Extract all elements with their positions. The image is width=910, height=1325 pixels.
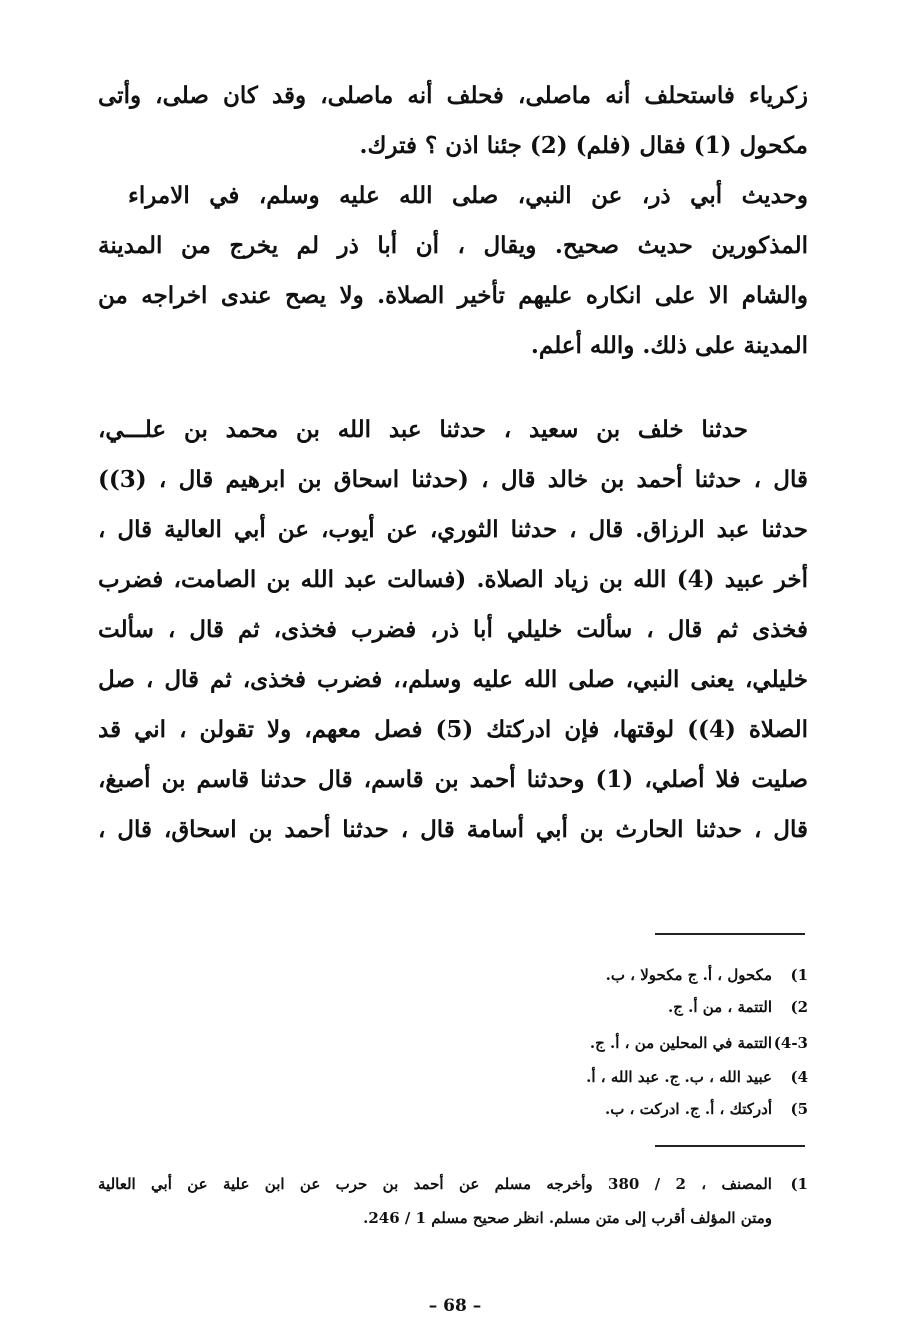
source-note-line — [98, 1171, 808, 1197]
footnote-separator — [655, 1145, 805, 1147]
variant-note — [428, 1064, 808, 1090]
body-line: قال ، حدثنا أحمد بن خالد قال ، (حدثنا اسحاق بن ابرهيم قال ، (3)) — [98, 466, 808, 493]
body-line: المذكورين حديث صحيح. ويقال ، أن أبا ذر لم يخرج من المدينة — [98, 232, 808, 259]
note-number: 2) — [790, 998, 808, 1016]
body-line: حدثنا عبد الرزاق. قال ، حدثنا الثوري، عن أيوب، عن أبي العالية قال ، — [98, 516, 808, 543]
variant-note — [428, 1030, 808, 1056]
body-line: صليت فلا أصلي، (1) وحدثنا أحمد بن قاسم، قال حدثنا قاسم بن أصبغ، — [98, 766, 808, 793]
body-line: الصلاة (4)) لوقتها، فإن ادركتك (5) فصل معهم، ولا تقولن ، اني قد — [98, 716, 808, 743]
note-number: 5) — [790, 1100, 808, 1118]
body-line: وحديث أبي ذر، عن النبي، صلى الله عليه وسلم، في الامراء — [128, 182, 808, 209]
body-line: قال ، حدثنا الحارث بن أبي أسامة قال ، حدثنا أحمد بن اسحاق، قال ، — [98, 816, 808, 843]
note-text: التتمة ، من أ. ج. — [668, 998, 772, 1016]
body-line: والشام الا على انكاره عليهم تأخير الصلاة. ولا يصح عندى اخراجه من — [98, 282, 808, 309]
note-text: التتمة في المحلين من ، أ. ج. — [589, 1034, 772, 1052]
body-line: أخر عبيد (4) الله بن زياد الصلاة. (فسالت عبد الله بن الصامت، فضرب — [98, 566, 808, 593]
body-line: حدثنا خلف بن سعيد ، حدثنا عبد الله بن محمد بن علـــي، — [98, 416, 748, 443]
body-line: المدينة على ذلك. والله أعلم. — [530, 332, 808, 359]
body-line: خليلي، يعنى النبي، صلى الله عليه وسلم،، فضرب فخذى، ثم قال ، صل — [98, 666, 808, 693]
note-text: عبيد الله ، ب. ج. عبد الله ، أ. — [586, 1068, 772, 1086]
body-line: فخذى ثم قال ، سألت خليلي أبا ذر، فضرب فخذى، ثم قال ، سألت — [98, 616, 808, 643]
note-text: أدركتك ، أ. ج. ادركت ، ب. — [604, 1100, 772, 1118]
footnote-separator — [655, 933, 805, 935]
source-note-line: ومتن المؤلف أقرب إلى متن مسلم. انظر صحيح مسلم 1 / 246. — [363, 1209, 772, 1227]
note-number: 4-3) — [773, 1034, 808, 1052]
body-line: مكحول (1) فقال (فلم) (2) جئنا اذن ؟ فترك. — [359, 132, 808, 159]
source-note-text: المصنف ، 2 / 380 وأخرجه مسلم عن أحمد بن حرب عن ابن علية عن أبي العالية — [98, 1175, 772, 1193]
note-number: 1) — [790, 966, 808, 984]
body-line: زكرياء فاستحلف أنه ماصلى، فحلف أنه ماصلى، وقد كان صلى، وأتى — [98, 82, 808, 109]
note-number: 1) — [790, 1175, 808, 1193]
note-text: مكحول ، أ. ج مكحولا ، ب. — [605, 966, 772, 984]
note-number: 4) — [790, 1068, 808, 1086]
variant-note — [428, 962, 808, 988]
page-number: – 68 – — [428, 1296, 482, 1316]
variant-note — [428, 1096, 808, 1122]
variant-note — [428, 994, 808, 1020]
